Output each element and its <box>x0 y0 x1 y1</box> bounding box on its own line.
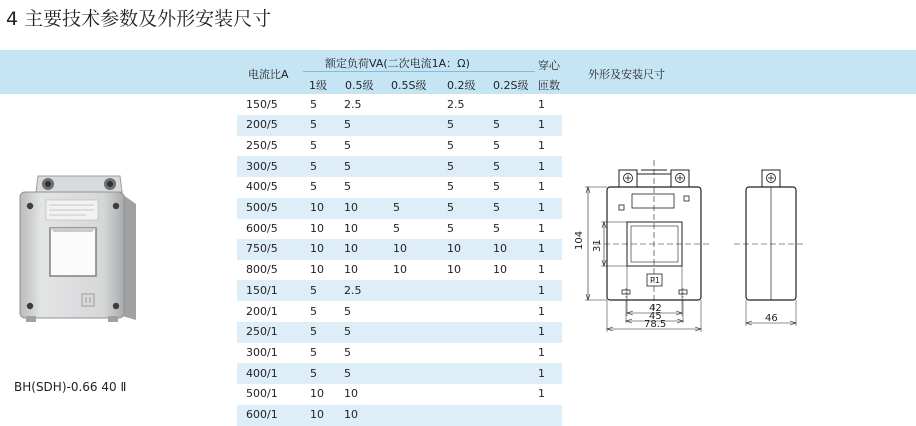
cell-class-02s: 10 <box>493 242 507 256</box>
cell-ratio: 600/1 <box>246 408 278 421</box>
cell-ratio: 750/5 <box>246 242 278 256</box>
header-current-ratio: 电流比A <box>248 68 289 81</box>
cell-class-1: 5 <box>310 345 317 359</box>
cell-turns: 1 <box>538 283 545 297</box>
cell-ratio: 400/1 <box>246 366 278 380</box>
page-title: 4 主要技术参数及外形安装尺寸 <box>6 8 272 30</box>
cell-ratio: 250/1 <box>246 325 278 339</box>
cell-turns: 1 <box>538 345 545 359</box>
cell-ratio: 200/5 <box>246 118 278 132</box>
header-class-02s: 0.2S级 <box>493 79 529 92</box>
cell-class-1: 5 <box>310 366 317 380</box>
label-p1: P1 <box>650 276 660 285</box>
cell-class-05s: 10 <box>393 263 407 277</box>
cell-class-1: 10 <box>310 263 324 277</box>
side-view <box>734 170 806 326</box>
cell-class-05: 10 <box>344 387 358 401</box>
front-view <box>585 160 710 332</box>
cell-class-1: 10 <box>310 242 324 256</box>
header-class-1: 1级 <box>309 79 327 92</box>
cell-class-02s: 5 <box>493 201 500 214</box>
product-caption: BH(SDH)-0.66 40 Ⅱ <box>14 380 127 394</box>
cell-class-05: 10 <box>344 221 358 235</box>
cell-class-05: 2.5 <box>344 97 362 111</box>
table-row-stripe <box>237 322 562 343</box>
cell-ratio: 800/5 <box>246 263 278 277</box>
dim-window-width: 42 <box>649 303 662 314</box>
table-row-stripe <box>237 115 562 136</box>
cell-ratio: 500/1 <box>246 387 278 401</box>
cell-turns: 1 <box>538 159 545 173</box>
cell-turns: 1 <box>538 118 545 132</box>
cell-class-02: 5 <box>447 159 454 173</box>
cell-class-1: 5 <box>310 159 317 173</box>
cell-class-02: 5 <box>447 118 454 132</box>
cell-ratio: 300/1 <box>246 345 278 359</box>
cell-class-1: 5 <box>310 97 317 111</box>
cell-turns: 1 <box>538 242 545 256</box>
cell-ratio: 500/5 <box>246 201 278 214</box>
cell-class-05: 10 <box>344 263 358 277</box>
cell-class-02s: 5 <box>493 180 500 194</box>
cell-class-05: 10 <box>344 242 358 256</box>
header-turns-line2: 匝数 <box>538 79 560 92</box>
cell-turns: 1 <box>538 304 545 318</box>
cell-class-1: 5 <box>310 283 317 297</box>
cell-ratio: 250/5 <box>246 138 278 152</box>
cell-class-1: 10 <box>310 201 324 214</box>
cell-ratio: 150/1 <box>246 283 278 297</box>
cell-class-05: 5 <box>344 325 351 339</box>
cell-class-02: 5 <box>447 138 454 152</box>
header-turns-line1: 穿心 <box>538 59 560 72</box>
header-divider <box>303 71 535 72</box>
cell-class-02s: 5 <box>493 118 500 132</box>
cell-ratio: 600/5 <box>246 221 278 235</box>
cell-turns: 1 <box>538 387 545 401</box>
table-row-stripe <box>237 156 562 177</box>
dimension-drawing <box>570 160 820 340</box>
cell-class-05s: 5 <box>393 201 400 214</box>
cell-turns: 1 <box>538 325 545 339</box>
cell-turns: 1 <box>538 97 545 111</box>
cell-ratio: 150/5 <box>246 97 278 111</box>
cell-class-05: 5 <box>344 366 351 380</box>
cell-class-1: 5 <box>310 304 317 318</box>
cell-class-02: 5 <box>447 201 454 214</box>
product-photo <box>14 170 146 330</box>
cell-class-05: 5 <box>344 118 351 132</box>
cell-class-05: 5 <box>344 138 351 152</box>
header-rated-burden: 额定负荷VA(二次电流1A：Ω) <box>325 57 470 70</box>
cell-class-05: 5 <box>344 345 351 359</box>
dim-width: 78.5 <box>644 319 667 330</box>
cell-class-1: 5 <box>310 138 317 152</box>
cell-class-1: 5 <box>310 325 317 339</box>
cell-class-1: 5 <box>310 180 317 194</box>
dim-mount: 45 <box>649 311 662 322</box>
cell-class-05: 10 <box>344 408 358 421</box>
cell-class-05: 5 <box>344 180 351 194</box>
header-class-05s: 0.5S级 <box>391 79 427 92</box>
cell-turns: 1 <box>538 180 545 194</box>
dim-depth: 46 <box>765 313 778 324</box>
cell-class-1: 10 <box>310 387 324 401</box>
table-row-stripe <box>237 280 562 301</box>
cell-class-1: 10 <box>310 408 324 421</box>
cell-class-05: 5 <box>344 159 351 173</box>
cell-class-02s: 5 <box>493 159 500 173</box>
cell-turns: 1 <box>538 366 545 380</box>
cell-class-02: 2.5 <box>447 97 465 111</box>
cell-ratio: 400/5 <box>246 180 278 194</box>
header-class-02: 0.2级 <box>447 79 476 92</box>
cell-ratio: 300/5 <box>246 159 278 173</box>
cell-class-1: 10 <box>310 221 324 235</box>
cell-class-02: 5 <box>447 221 454 235</box>
cell-turns: 1 <box>538 201 545 214</box>
cell-ratio: 200/1 <box>246 304 278 318</box>
cell-class-05: 10 <box>344 201 358 214</box>
cell-class-02s: 10 <box>493 263 507 277</box>
cell-class-02s: 5 <box>493 138 500 152</box>
cell-class-05s: 5 <box>393 221 400 235</box>
cell-class-02: 10 <box>447 263 461 277</box>
header-class-05: 0.5级 <box>345 79 374 92</box>
cell-class-05s: 10 <box>393 242 407 256</box>
cell-class-02: 5 <box>447 180 454 194</box>
cell-turns: 1 <box>538 263 545 277</box>
table-row-stripe <box>237 363 562 384</box>
cell-class-02s: 5 <box>493 221 500 235</box>
dim-window-height: 31 <box>592 239 603 252</box>
cell-class-1: 5 <box>310 118 317 132</box>
table-row-stripe <box>237 405 562 426</box>
header-dimensions: 外形及安装尺寸 <box>588 68 665 81</box>
cell-class-02: 10 <box>447 242 461 256</box>
cell-class-05: 5 <box>344 304 351 318</box>
cell-turns: 1 <box>538 221 545 235</box>
cell-class-05: 2.5 <box>344 283 362 297</box>
dim-height: 104 <box>574 230 585 250</box>
cell-turns: 1 <box>538 138 545 152</box>
